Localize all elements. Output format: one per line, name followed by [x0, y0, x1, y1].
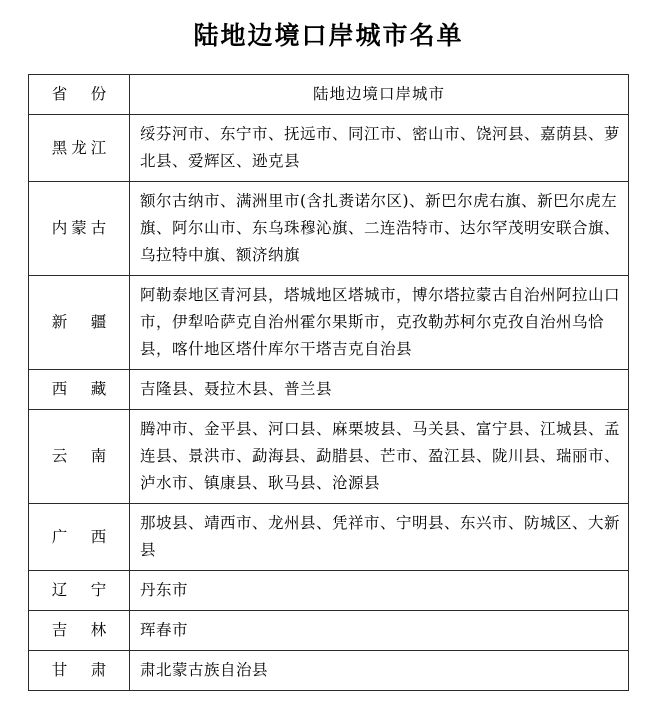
cell-cities: 珲春市	[130, 611, 629, 651]
column-header-province: 省 份	[29, 75, 130, 115]
table-row	[29, 182, 629, 276]
page-title: 陆地边境口岸城市名单	[193, 21, 464, 50]
cell-province: 云 南	[29, 410, 130, 504]
table-row	[29, 276, 629, 370]
table-row	[29, 571, 629, 611]
border-port-cities-table	[28, 74, 629, 691]
cell-cities: 丹东市	[130, 571, 629, 611]
cell-province: 黑龙江	[29, 115, 130, 182]
cell-province: 吉 林	[29, 611, 130, 651]
cell-cities: 吉隆县、聂拉木县、普兰县	[130, 370, 629, 410]
table-row	[29, 504, 629, 571]
cell-province: 甘 肃	[29, 651, 130, 691]
table-header-row	[29, 75, 629, 115]
table-row	[29, 611, 629, 651]
table-header	[29, 75, 629, 115]
cell-province: 内蒙古	[29, 182, 130, 276]
table-row	[29, 410, 629, 504]
cell-province: 西 藏	[29, 370, 130, 410]
table-container	[28, 74, 629, 691]
cell-cities: 阿勒泰地区青河县，塔城地区塔城市，博尔塔拉蒙古自治州阿拉山口市，伊犁哈萨克自治州霍尔果斯市，克孜勒苏柯尔克孜自治州乌恰县，喀什地区塔什库尔干塔吉克自治县	[130, 276, 629, 370]
cell-province: 广 西	[29, 504, 130, 571]
cell-cities: 绥芬河市、东宁市、抚远市、同江市、密山市、饶河县、嘉荫县、萝北县、爱辉区、逊克县	[130, 115, 629, 182]
table-body	[29, 115, 629, 691]
cell-cities: 肃北蒙古族自治县	[130, 651, 629, 691]
cell-province: 新 疆	[29, 276, 130, 370]
column-header-cities: 陆地边境口岸城市	[130, 75, 629, 115]
table-row	[29, 651, 629, 691]
cell-cities: 那坡县、靖西市、龙州县、凭祥市、宁明县、东兴市、防城区、大新县	[130, 504, 629, 571]
table-row	[29, 370, 629, 410]
cell-cities: 腾冲市、金平县、河口县、麻栗坡县、马关县、富宁县、江城县、孟连县、景洪市、勐海县、勐腊县、芒市、盈江县、陇川县、瑞丽市、泸水市、镇康县、耿马县、沧源县	[130, 410, 629, 504]
cell-cities: 额尔古纳市、满洲里市(含扎赉诺尔区)、新巴尔虎右旗、新巴尔虎左旗、阿尔山市、东乌珠穆沁旗、二连浩特市、达尔罕茂明安联合旗、乌拉特中旗、额济纳旗	[130, 182, 629, 276]
document-page	[0, 16, 657, 718]
table-row	[29, 115, 629, 182]
cell-province: 辽 宁	[29, 571, 130, 611]
